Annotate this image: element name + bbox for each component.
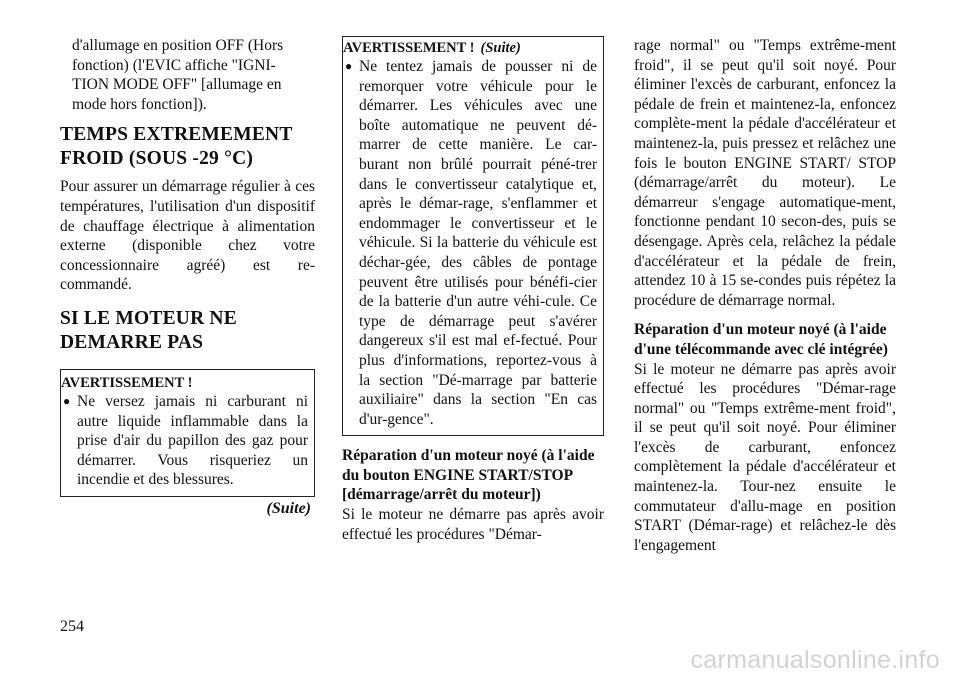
bullet-icon: ●: [345, 59, 353, 73]
warning-suite-label: (Suite): [480, 40, 521, 56]
subheading-flooded-engine-button: Réparation d'un moteur noyé (à l'aide du bouton ENGINE START/STOP [démarrage/arrêt du moteur]): [342, 447, 595, 504]
flooded-engine-paragraph: Si le moteur ne démarre pas après avoir effectué les procédures "Démar-: [342, 506, 604, 543]
continued-text-line: fonction) (l'EVIC affiche "IGNI-: [72, 56, 276, 74]
column-left: [60, 36, 315, 519]
continued-label: (Suite): [266, 499, 311, 517]
section-heading-extreme-cold: [60, 123, 315, 171]
warning-title-text: AVERTISSEMENT !: [343, 40, 475, 56]
warning-box-continued: [342, 36, 604, 436]
heading-line: SI LE MOTEUR NE: [60, 307, 237, 329]
column-right: [634, 36, 896, 555]
warning-bullet: [61, 392, 308, 490]
page-number: 254: [60, 618, 84, 635]
column-middle: [342, 36, 604, 544]
continued-text-line: d'allumage en position OFF (Hors: [72, 37, 284, 54]
continued-text-line: TION MODE OFF" [allumage en: [72, 76, 282, 94]
flooded-engine-key-paragraph: Si le moteur ne démarre pas après avoir effectué les procédures "Démar-rage normal" ou "Temps extrême-ment froid", il se peut qu'il soit noyé. Pour éliminer l'excès de carburant, enfoncez complètement la pédale d'accélérateur et maintenez-la. Tour-nez ensuite le commutateur d'allu-mage en position START (Démar-rage) et relâchez-le dès l'engagement: [634, 360, 896, 554]
warning-title: AVERTISSEMENT !: [61, 374, 193, 391]
heading-line: FROID (SOUS -29 °C): [60, 148, 254, 170]
continued-text-line: mode hors fonction]).: [72, 95, 207, 113]
warning-bullet: [343, 57, 597, 429]
section-heading-engine-fails: [60, 307, 315, 355]
extreme-cold-paragraph: Pour assurer un démarrage régulier à ces températures, l'utilisation d'un dispositif de chauffage électrique à alimentation externe (disponible chez votre concessionnaire agréé) est re-commandé.: [60, 178, 315, 294]
heading-line: DEMARRE PAS: [60, 331, 204, 353]
bullet-icon: ●: [63, 393, 71, 408]
warning-box: [60, 369, 315, 497]
warning-bullet-text: Ne versez jamais ni carburant ni autre liquide inflammable dans la prise d'air du papillon des gaz pour démarrer. Vous risqueriez un incendie et des blessures.: [77, 392, 308, 489]
flooded-engine-paragraph-cont: rage normal" ou "Temps extrême-ment froid", il se peut qu'il soit noyé. Pour éliminer l'excès de carburant, enfoncez la pédale de frein et maintenez-la, enfoncez complète-ment la pédale d'accélérateur et maintenez-la, puis pressez et relâchez une fois le bouton ENGINE START/ STOP (démarrage/arrêt du moteur). Le démarreur s'engage automatique-ment, fonctionne pendant 10 secon-des, puis se désengage. Après cela, relâchez la pédale d'accélérateur et la pédale de frein, attendez 10 à 15 se-condes puis répétez la procédure de démarrage normal.: [634, 37, 896, 309]
subheading-flooded-engine-key: Réparation d'un moteur noyé (à l'aide d'une télécommande avec clé intégrée): [634, 321, 888, 358]
warning-title: [343, 39, 597, 57]
heading-line: TEMPS EXTREMEMENT: [60, 124, 293, 146]
watermark: carmanualsonline.info: [690, 646, 940, 674]
warning-bullet-text: Ne tentez jamais de pousser ni de remorquer votre véhicule pour le démarrer. Les véhicules avec une boîte automatique ne peuvent dé-marrer de cette manière. Le car-burant non brûlé pourrait péné-trer dans le convertisseur catalytique et, après le démar-rage, s'enflammer et endommager le convertisseur et le véhicule. Si la batterie du véhicule est déchar-gée, des câbles de pontage peuvent être utilisés pour bénéfi-cier de la batterie d'un autre véhi-cule. Ce type de démarrage peut s'avérer dangereux s'il est mal ef-fectué. Pour plus d'informations, reportez-vous à la section "Dé-marrage par batterie auxiliaire" dans la section "En cas d'ur-gence".: [359, 58, 597, 428]
